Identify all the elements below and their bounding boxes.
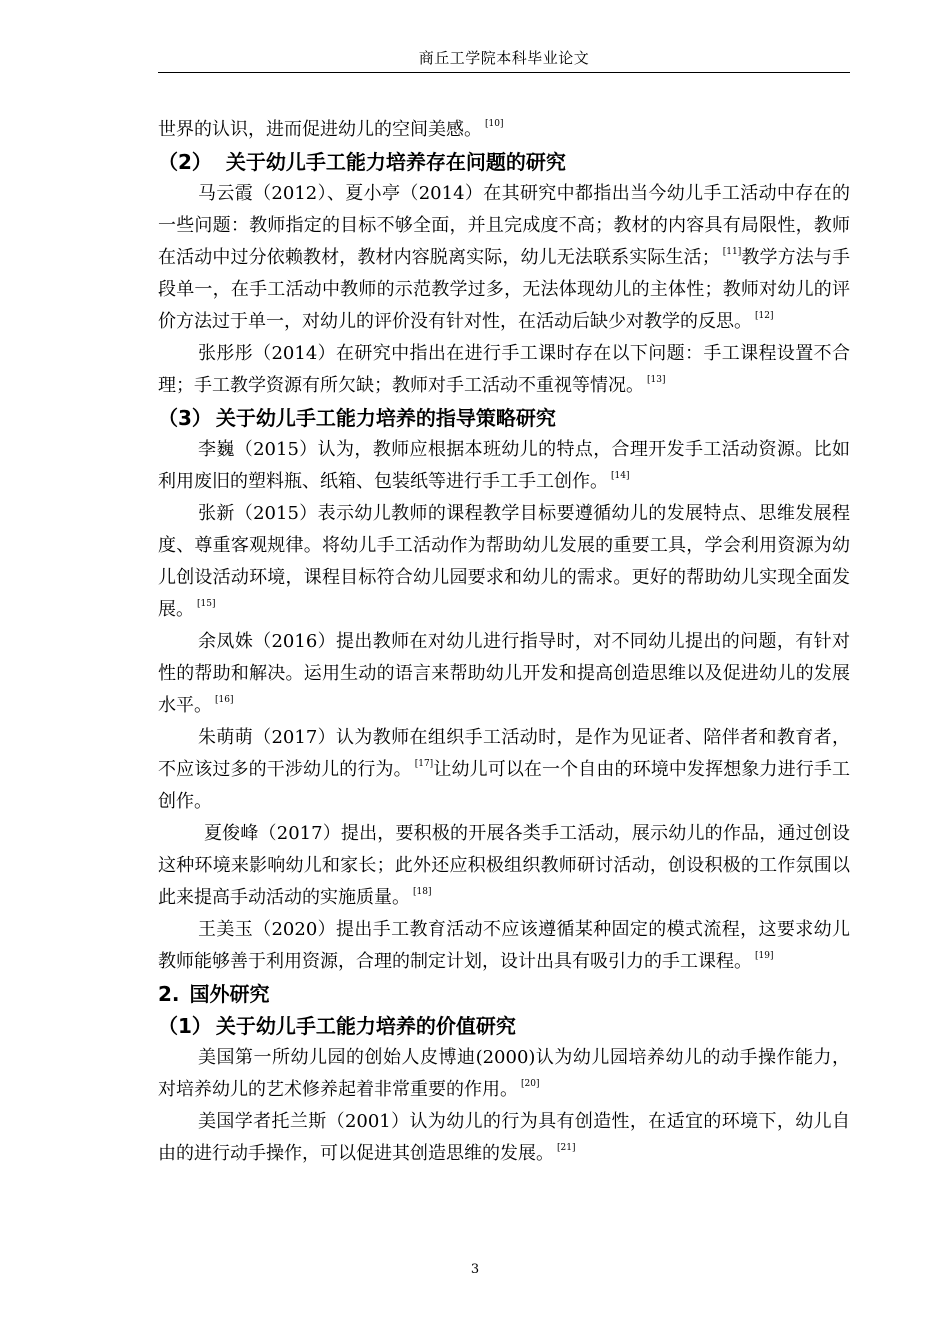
- citation-ref: [13]: [647, 375, 666, 385]
- section-heading-problems: [158, 146, 850, 178]
- citation-ref: [14]: [611, 471, 630, 481]
- citation-ref: [11]: [722, 247, 742, 257]
- heading-number: 2.: [158, 982, 180, 1006]
- paragraph-li-wei: [158, 434, 850, 498]
- paragraph-zhang-xin: [158, 498, 850, 626]
- citation-ref: [16]: [215, 695, 234, 705]
- citation-ref: [21]: [557, 1143, 576, 1153]
- heading-number: （2）: [158, 150, 212, 174]
- paragraph-text: 夏俊峰（2017）提出，要积极的开展各类手工活动，展示幼儿的作品，通过创设这种环境来影响幼儿和家长；此外还应积极组织教师研讨活动，创设积极的工作氛围以此来提高手动活动的实施质量。: [158, 823, 850, 908]
- paragraph-xia-junfeng: [158, 818, 850, 914]
- paragraph-text: 李巍（2015）认为，教师应根据本班幼儿的特点，合理开发手工活动资源。比如利用废旧的塑料瓶、纸箱、包装纸等进行手工手工创作。: [158, 439, 850, 492]
- paragraph-text: 张彤彤（2014）在研究中指出在进行手工课时存在以下问题：手工课程设置不合理；手工教学资源有所欠缺；教师对手工活动不重视等情况。: [158, 343, 850, 396]
- paragraph-ma-yunxia: [158, 178, 850, 338]
- paragraph-zhang-tongtong: [158, 338, 850, 402]
- heading-title: 国外研究: [189, 982, 270, 1006]
- paragraph-text: 美国第一所幼儿园的创始人皮博迪(2000)认为幼儿园培养幼儿的动手操作能力，对培养幼儿的艺术修养起着非常重要的作用。: [158, 1047, 850, 1100]
- heading-number: （1）: [158, 1014, 212, 1038]
- citation-ref: [15]: [197, 599, 216, 609]
- paragraph-text: 美国学者托兰斯（2001）认为幼儿的行为具有创造性，在适宜的环境下，幼儿自由的进行动手操作，可以促进其创造思维的发展。: [158, 1111, 850, 1164]
- paragraph-peabody: [158, 1042, 850, 1106]
- paragraph-text: 让幼儿可以在一个自由的环境中发挥想象力进行手工创作。: [158, 759, 851, 812]
- paragraph-text: 世界的认识，进而促进幼儿的空间美感。: [158, 119, 482, 140]
- paragraph-text: 张新（2015）表示幼儿教师的课程教学目标要遵循幼儿的发展特点、思维发展程度、尊重客观规律。将幼儿手工活动作为帮助幼儿发展的重要工具，学会利用资源为幼儿创设活动环境，课程目标符合幼儿园要求和幼儿的需求。更好的帮助幼儿实现全面发展。: [158, 503, 850, 620]
- citation-ref: [12]: [755, 311, 774, 321]
- paragraph-text: 朱萌萌（2017）认为教师在组织手工活动时，是作为见证者、陪伴者和教育者，不应该过多的干涉幼儿的行为。: [158, 727, 850, 780]
- section-heading-value: [158, 1010, 850, 1042]
- page-body: [158, 114, 850, 1170]
- paragraph-text: 余凤姝（2016）提出教师在对幼儿进行指导时，对不同幼儿提出的问题，有针对性的帮助和解决。运用生动的语言来帮助幼儿开发和提高创造思维以及促进幼儿的发展水平。: [158, 631, 850, 716]
- section-heading-foreign-research: [158, 978, 850, 1010]
- paragraph-torrance: [158, 1106, 850, 1170]
- heading-title: 关于幼儿手工能力培养的指导策略研究: [215, 406, 556, 430]
- paragraph-text: 马云霞（2012）、夏小亭（2014）在其研究中都指出当今幼儿手工活动中存在的一些问题：教师指定的目标不够全面，并且完成度不高；教材的内容具有局限性，教师在活动中过分依赖教材，教材内容脱离实际，幼儿无法联系实际生活；: [158, 183, 850, 268]
- citation-ref: [10]: [485, 119, 504, 129]
- header-rule: [158, 72, 850, 73]
- paragraph-continuation: [158, 114, 850, 146]
- paragraph-yu-fengshu: [158, 626, 850, 722]
- paragraph-text: 教学方法与手段单一，在手工活动中教师的示范教学过多，无法体现幼儿的主体性；教师对幼儿的评价方法过于单一，对幼儿的评价没有针对性，在活动后缺少对教学的反思。: [158, 247, 851, 332]
- page-number: 3: [470, 1262, 480, 1277]
- heading-number: （3）: [158, 406, 212, 430]
- paragraph-text: 王美玉（2020）提出手工教育活动不应该遵循某种固定的模式流程，这要求幼儿教师能够善于利用资源，合理的制定计划，设计出具有吸引力的手工课程。: [158, 919, 850, 972]
- paragraph-zhu-mengmeng: [158, 722, 850, 818]
- paragraph-wang-meiyu: [158, 914, 850, 978]
- citation-ref: [18]: [413, 887, 432, 897]
- heading-title: 关于幼儿手工能力培养存在问题的研究: [225, 150, 566, 174]
- section-heading-strategies: [158, 402, 850, 434]
- citation-ref: [17]: [414, 759, 434, 769]
- citation-ref: [20]: [521, 1079, 540, 1089]
- heading-title: 关于幼儿手工能力培养的价值研究: [215, 1014, 516, 1038]
- citation-ref: [19]: [755, 951, 774, 961]
- running-header: 商丘工学院本科毕业论文: [418, 49, 590, 67]
